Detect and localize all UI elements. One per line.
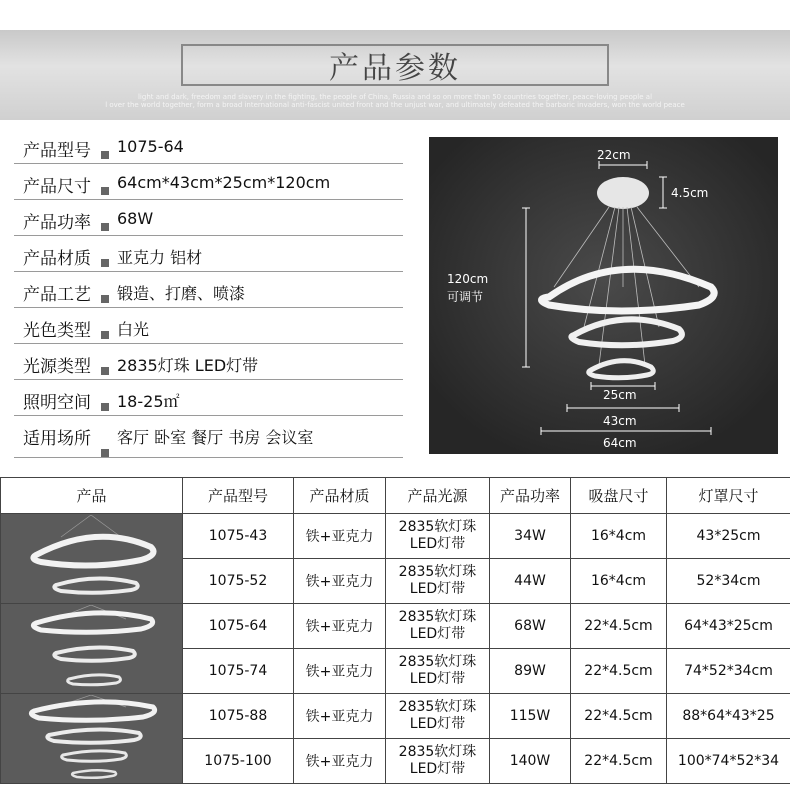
table-header-row bbox=[1, 478, 790, 514]
cell-source-line-2: LED灯带 bbox=[409, 671, 466, 687]
table-row bbox=[1, 604, 790, 649]
banner-tagline-1: light and dark, freedom and slavery in the fighting, the people of China, Russia and so on more than 50 countries together, peace-loving people al bbox=[137, 93, 653, 101]
cell-source bbox=[386, 649, 490, 694]
table-row bbox=[1, 694, 790, 739]
cell-material: 铁+亚克力 bbox=[294, 604, 386, 649]
cell-model: 1075-100 bbox=[183, 739, 294, 784]
spec-label: 照明空间 bbox=[23, 393, 91, 413]
table-header: 产品 bbox=[1, 478, 183, 514]
cell-source bbox=[386, 514, 490, 559]
cell-source bbox=[386, 694, 490, 739]
spec-label: 产品型号 bbox=[23, 141, 91, 161]
bullet-square-icon bbox=[101, 449, 109, 457]
spec-value: 1075-64 bbox=[117, 137, 184, 156]
cell-source-line-2: LED灯带 bbox=[409, 536, 466, 552]
cell-canopy: 22*4.5cm bbox=[571, 694, 667, 739]
spec-row-model bbox=[14, 128, 403, 164]
cell-shade: 43*25cm bbox=[667, 514, 790, 559]
cell-material: 铁+亚克力 bbox=[294, 559, 386, 604]
table-header: 吸盘尺寸 bbox=[571, 478, 667, 514]
cell-source-line-2: LED灯带 bbox=[409, 761, 466, 777]
ring-large-label: 64cm bbox=[603, 436, 637, 450]
bullet-square-icon bbox=[101, 187, 109, 195]
table-header: 产品材质 bbox=[294, 478, 386, 514]
cell-source bbox=[386, 739, 490, 784]
cell-shade: 74*52*34cm bbox=[667, 649, 790, 694]
canopy-height-label: 4.5cm bbox=[671, 186, 709, 200]
cell-canopy: 22*4.5cm bbox=[571, 739, 667, 784]
spec-row-material bbox=[14, 236, 403, 272]
cell-source bbox=[386, 604, 490, 649]
banner-tagline-2: l over the world together, form a broad international anti-fascist united front and the unjust war, and ultimately defeated the barbaric invaders, won the world peace bbox=[105, 101, 685, 109]
table-row bbox=[1, 514, 790, 559]
cell-shade: 52*34cm bbox=[667, 559, 790, 604]
cell-material: 铁+亚克力 bbox=[294, 694, 386, 739]
product-table bbox=[0, 477, 790, 784]
cell-model: 1075-43 bbox=[183, 514, 294, 559]
cell-shade: 100*74*52*34 bbox=[667, 739, 790, 784]
chandelier-drawing bbox=[429, 137, 778, 454]
spec-row-light-color bbox=[14, 308, 403, 344]
spec-value: 客厅 卧室 餐厅 书房 会议室 bbox=[117, 428, 314, 447]
spec-row-size bbox=[14, 164, 403, 200]
cell-canopy: 22*4.5cm bbox=[571, 649, 667, 694]
cell-material: 铁+亚克力 bbox=[294, 739, 386, 784]
cell-shade: 88*64*43*25 bbox=[667, 694, 790, 739]
product-image-three-ring bbox=[1, 604, 183, 694]
bullet-square-icon bbox=[101, 259, 109, 267]
spec-label: 产品功率 bbox=[23, 213, 91, 233]
banner-title-frame bbox=[181, 44, 609, 86]
spec-value: 2835灯珠 LED灯带 bbox=[117, 356, 259, 375]
table-header: 灯罩尺寸 bbox=[667, 478, 790, 514]
cell-power: 89W bbox=[490, 649, 571, 694]
cell-model: 1075-74 bbox=[183, 649, 294, 694]
cell-source-line-1: 2835软灯珠 bbox=[398, 699, 477, 715]
ring-small-label: 25cm bbox=[603, 388, 637, 402]
cell-model: 1075-88 bbox=[183, 694, 294, 739]
cell-source-line-1: 2835软灯珠 bbox=[398, 564, 477, 580]
cell-canopy: 16*4cm bbox=[571, 559, 667, 604]
bullet-square-icon bbox=[101, 223, 109, 231]
bullet-square-icon bbox=[101, 367, 109, 375]
header-banner bbox=[0, 30, 790, 120]
cell-power: 140W bbox=[490, 739, 571, 784]
cell-source-line-1: 2835软灯珠 bbox=[398, 744, 477, 760]
cell-source-line-2: LED灯带 bbox=[409, 626, 466, 642]
spec-label: 产品材质 bbox=[23, 249, 91, 269]
bullet-square-icon bbox=[101, 295, 109, 303]
spec-label: 产品工艺 bbox=[23, 285, 91, 305]
banner-title: 产品参数 bbox=[329, 51, 461, 86]
cell-source-line-1: 2835软灯珠 bbox=[398, 654, 477, 670]
spec-label: 光源类型 bbox=[23, 357, 91, 377]
spec-row-light-source bbox=[14, 344, 403, 380]
bullet-square-icon bbox=[101, 151, 109, 159]
cell-model: 1075-52 bbox=[183, 559, 294, 604]
cell-canopy: 16*4cm bbox=[571, 514, 667, 559]
spec-label: 光色类型 bbox=[23, 321, 91, 341]
cell-model: 1075-64 bbox=[183, 604, 294, 649]
spec-value: 68W bbox=[117, 209, 154, 228]
spec-row-power bbox=[14, 200, 403, 236]
table-header: 产品功率 bbox=[490, 478, 571, 514]
cell-power: 44W bbox=[490, 559, 571, 604]
bullet-square-icon bbox=[101, 331, 109, 339]
bullet-square-icon bbox=[101, 403, 109, 411]
cell-material: 铁+亚克力 bbox=[294, 649, 386, 694]
three-ring-chandelier-icon bbox=[1, 605, 181, 693]
cell-source-line-1: 2835软灯珠 bbox=[398, 519, 477, 535]
spec-row-area bbox=[14, 380, 403, 416]
four-ring-chandelier-icon bbox=[1, 695, 181, 783]
spec-value: 64cm*43cm*25cm*120cm bbox=[117, 173, 331, 192]
height-note: 可调节 bbox=[447, 290, 484, 304]
cell-canopy: 22*4.5cm bbox=[571, 604, 667, 649]
cell-power: 34W bbox=[490, 514, 571, 559]
spec-value: 亚克力 铝材 bbox=[117, 248, 203, 267]
cell-source-line-2: LED灯带 bbox=[409, 581, 466, 597]
cell-power: 68W bbox=[490, 604, 571, 649]
cell-power: 115W bbox=[490, 694, 571, 739]
cell-shade: 64*43*25cm bbox=[667, 604, 790, 649]
product-image-two-ring bbox=[1, 514, 183, 604]
canopy-width-label: 22cm bbox=[597, 148, 631, 162]
cell-material: 铁+亚克力 bbox=[294, 514, 386, 559]
table-header: 产品光源 bbox=[386, 478, 490, 514]
ring-medium-label: 43cm bbox=[603, 414, 637, 428]
spec-label: 产品尺寸 bbox=[23, 177, 91, 197]
spec-row-usage bbox=[14, 416, 403, 458]
dimension-diagram bbox=[429, 137, 778, 454]
two-ring-chandelier-icon bbox=[1, 515, 181, 603]
spec-label: 适用场所 bbox=[23, 429, 91, 449]
height-label: 120cm bbox=[447, 272, 489, 286]
spec-value: 锻造、打磨、喷漆 bbox=[117, 284, 246, 303]
product-image-four-ring bbox=[1, 694, 183, 784]
table-header: 产品型号 bbox=[183, 478, 294, 514]
spec-row-craft bbox=[14, 272, 403, 308]
canopy-icon bbox=[597, 177, 649, 209]
spec-value: 白光 bbox=[117, 320, 150, 339]
spec-value: 18-25㎡ bbox=[117, 392, 180, 411]
cell-source bbox=[386, 559, 490, 604]
cell-source-line-1: 2835软灯珠 bbox=[398, 609, 477, 625]
cell-source-line-2: LED灯带 bbox=[409, 716, 466, 732]
